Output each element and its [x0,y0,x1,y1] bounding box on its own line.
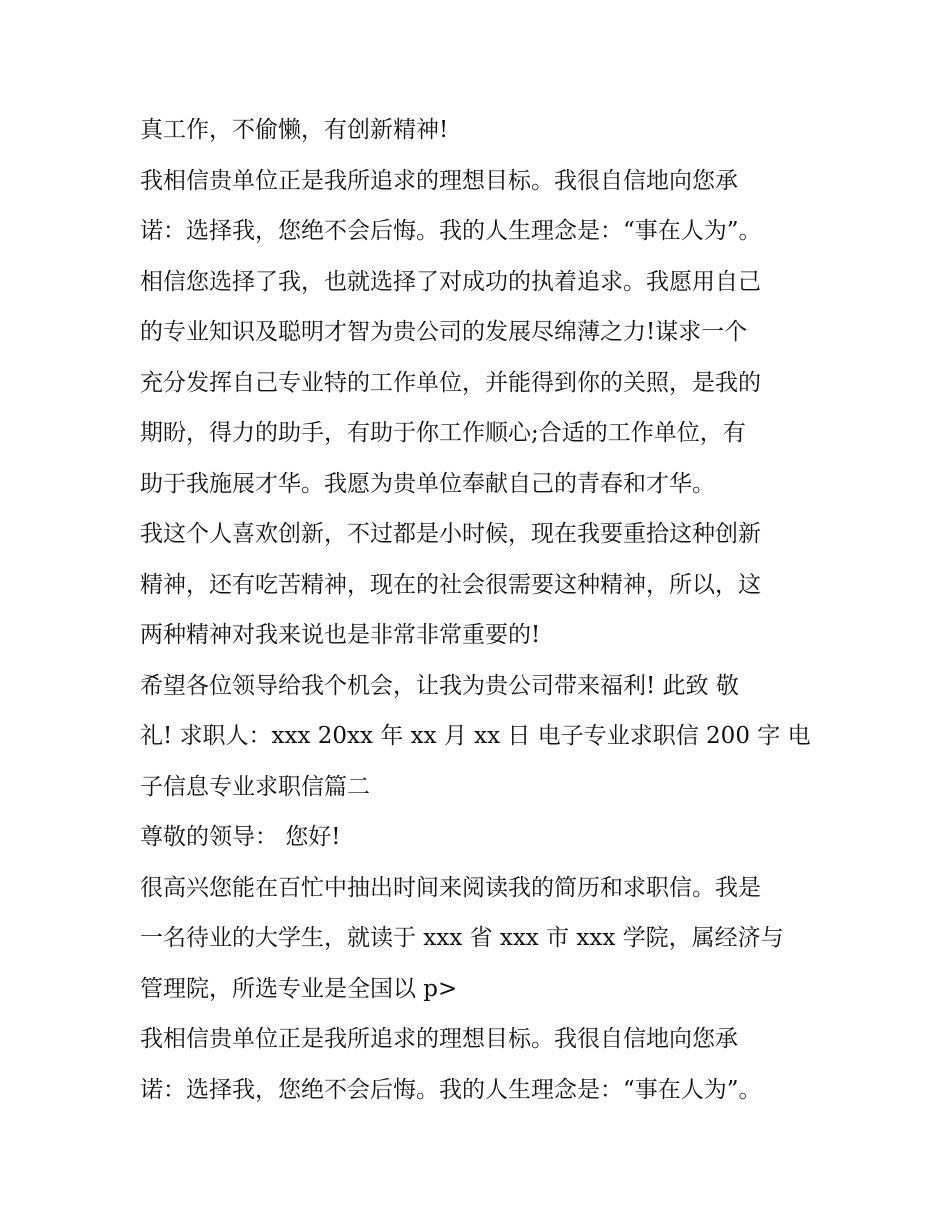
text-line: 助于我施展才华。我愿为贵单位奉献自己的青春和才华。 [140,471,715,497]
text-line: 我这个人喜欢创新，不过都是小时候，现在我要重拾这种创新 [140,521,761,547]
text-line: 精神，还有吃苦精神，现在的社会很需要这种精神，所以，这 [140,572,761,598]
text-line: 期盼，得力的助手，有助于你工作顺心;合适的工作单位，有 [140,420,746,446]
text-line: 诺：选择我，您绝不会后悔。我的人生理念是：“事在人为”。 [140,1077,762,1103]
text-line: 一名待业的大学生，就读于 xxx 省 xxx 市 xxx 学院，属经济与 [140,925,784,951]
text-line: 很高兴您能在百忙中抽出时间来阅读我的简历和求职信。我是 [140,875,761,901]
text-line: 我相信贵单位正是我所追求的理想目标。我很自信地向您承 [140,1026,738,1052]
text-line: 子信息专业求职信篇二 [140,774,370,800]
text-line: 的专业知识及聪明才智为贵公司的发展尽绵薄之力!谋求一个 [140,319,748,345]
text-line: 真工作，不偷懒，有创新精神! [140,117,449,143]
text-line: 我相信贵单位正是我所追求的理想目标。我很自信地向您承 [140,168,738,194]
text-line: 诺：选择我，您绝不会后悔。我的人生理念是：“事在人为”。 [140,218,762,244]
text-line: 两种精神对我来说也是非常非常重要的! [140,622,541,648]
text-line: 希望各位领导给我个机会，让我为贵公司带来福利! 此致 敬 [140,673,739,699]
text-line: 充分发挥自己专业特的工作单位，并能得到你的关照，是我的 [140,370,761,396]
text-line: 管理院，所选专业是全国以 p> [140,976,458,1002]
text-line: 尊敬的领导： 您好! [140,824,341,850]
text-line: 礼! 求职人：xxx 20xx 年 xx 月 xx 日 电子专业求职信 200 字 电 [140,723,811,749]
text-line: 相信您选择了我，也就选择了对成功的执着追求。我愿用自己 [140,269,761,295]
